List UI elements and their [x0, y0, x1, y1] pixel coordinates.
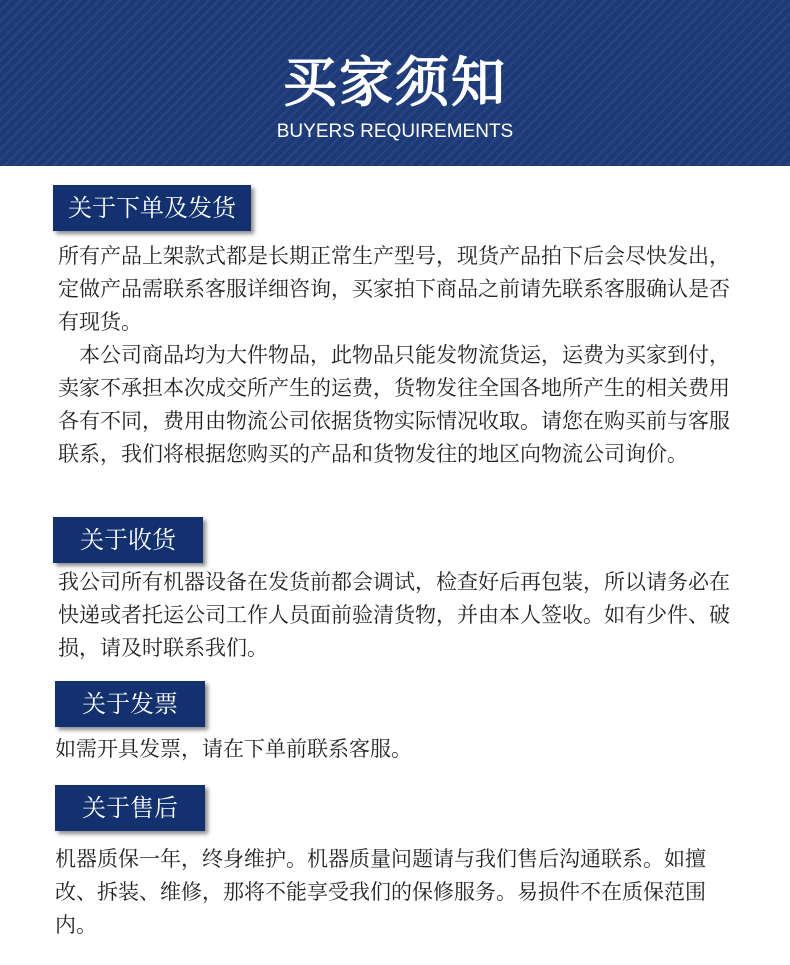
- section-heading-after-sales: 关于售后: [55, 785, 205, 831]
- section-paragraph-order-shipping-2: 本公司商品均为大件物品，此物品只能发物流货运，运费为买家到付，卖家不承担本次成交所产生的运费，货物发往全国各地所产生的相关费用各有不同，费用由物流公司依据货物实际情况收取。请您在购买前与客服联系，我们将根据您购买的产品和货物发往的地区向物流公司询价。: [58, 343, 730, 466]
- page-subtitle: BUYERS REQUIREMENTS: [276, 121, 514, 142]
- section-paragraph-invoice: 如需开具发票，请在下单前联系客服。: [55, 737, 412, 761]
- header-banner: [0, 0, 790, 166]
- section-paragraph-after-sales: 机器质保一年，终身维护。机器质量问题请与我们售后沟通联系。如擅改、拆装、维修，那将不能享受我们的保修服务。易损件不在质保范围内。: [55, 847, 706, 937]
- section-heading-receiving: 关于收货: [53, 517, 203, 563]
- page-title: 买家须知: [283, 51, 507, 114]
- section-paragraph-receiving: 我公司所有机器设备在发货前都会调试，检查好后再包装，所以请务必在快递或者托运公司工作人员面前验清货物，并由本人签收。如有少件、破损，请及时联系我们。: [58, 570, 730, 660]
- section-paragraph-order-shipping-1: 所有产品上架款式都是长期正常生产型号，现货产品拍下后会尽快发出，定做产品需联系客服详细咨询，买家拍下商品之前请先联系客服确认是否有现货。: [58, 244, 730, 334]
- section-heading-invoice: 关于发票: [55, 681, 205, 727]
- section-heading-order-shipping: 关于下单及发货: [53, 185, 251, 231]
